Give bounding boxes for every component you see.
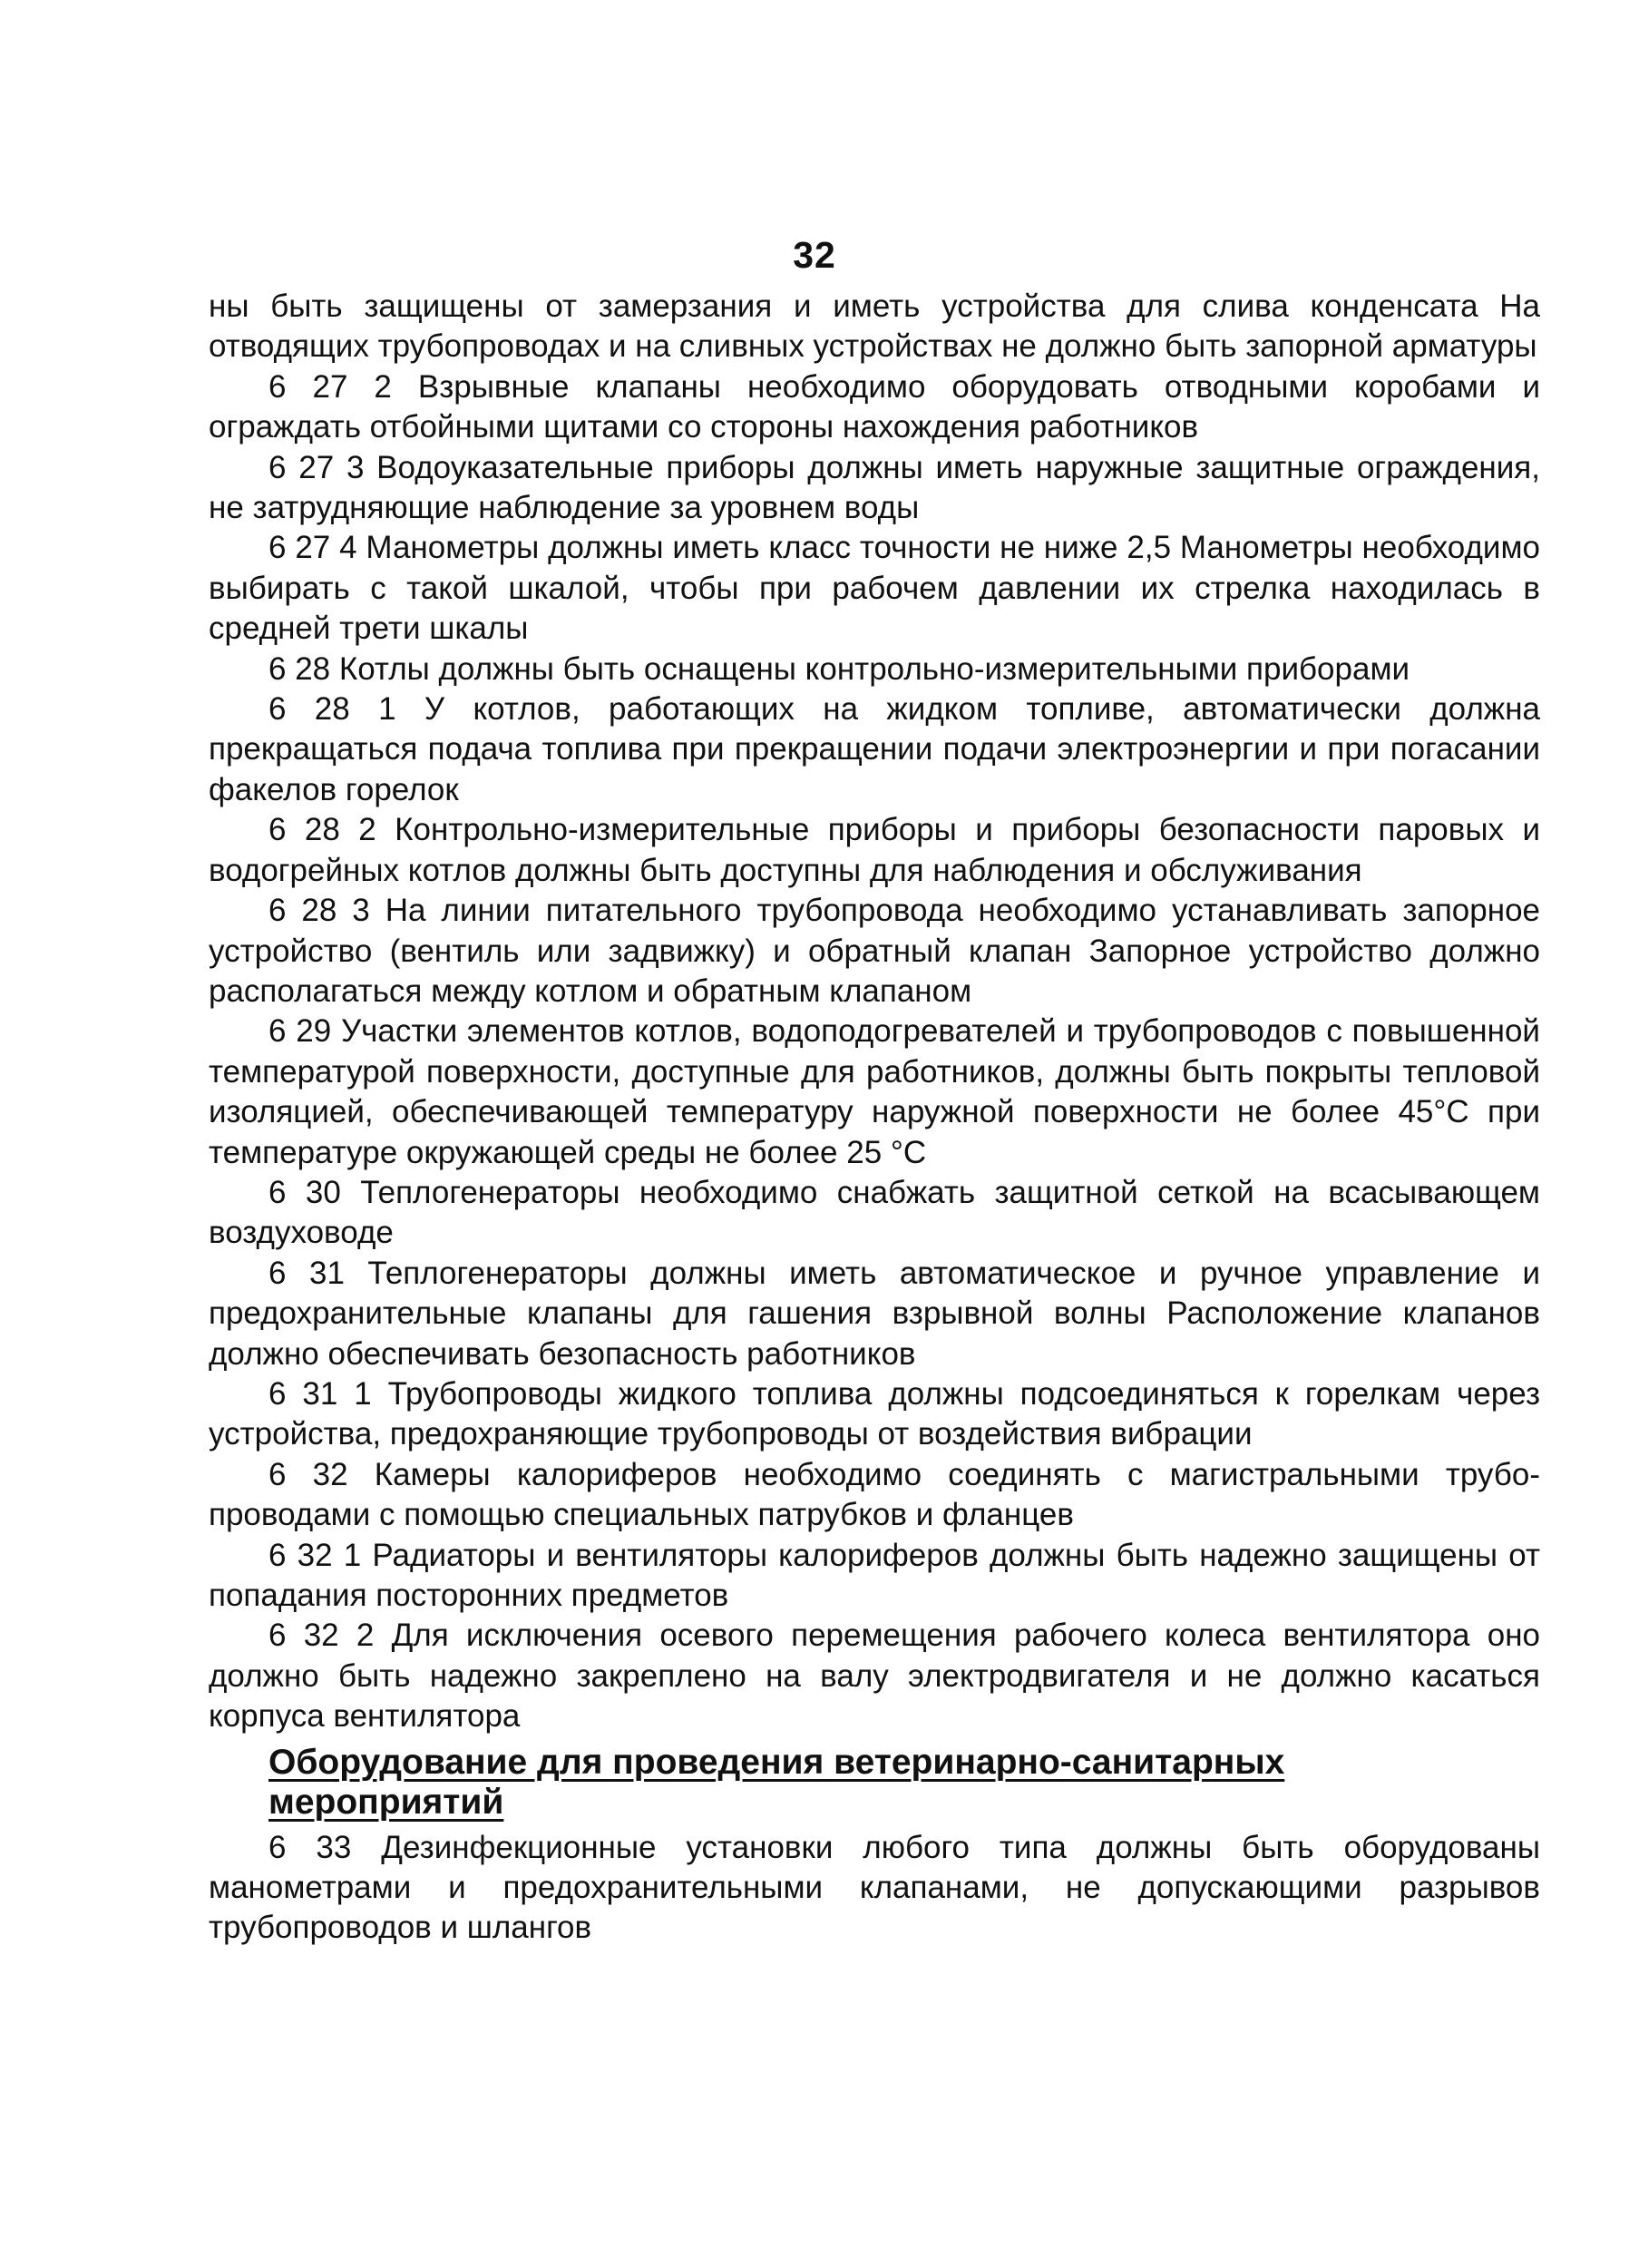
paragraph-6-28-1: 6 28 1 У котлов, работающих на жидком топливе, автоматически должна прекращаться подача топлива при прекращении подачи электроэнергии и при погасании факелов горелок: [209, 691, 1540, 807]
paragraph-6-27-2: 6 27 2 Взрывные клапаны необходимо оборудовать отводными коробами и ограждать отбойными щитами со стороны нахождения работников: [209, 368, 1540, 445]
paragraph-6-32-2: 6 32 2 Для исключения осевого перемещения рабочего колеса вентилятора оно должно быть надежно закреплено на валу электродвигателя и не должно касаться корпуса вентилятора: [209, 1618, 1540, 1735]
paragraph-6-32: 6 32 Камеры калориферов необходимо соединять с магистральными трубопроводами с помощью специальных патрубков и фланцев: [209, 1456, 1540, 1533]
paragraph-6-27-3: 6 27 3 Водоуказательные приборы должны иметь наружные защитные ограждения, не затрудняющие наблюдение за уровнем воды: [209, 449, 1540, 526]
paragraph-6-32-1: 6 32 1 Радиаторы и вентиляторы калориферов должны быть надежно защищены от попадания посторонних предметов: [209, 1537, 1540, 1613]
paragraph-6-30: 6 30 Теплогенераторы необходимо снабжать защитной сеткой на всасывающем воздуховоде: [209, 1174, 1540, 1251]
paragraph-6-31: 6 31 Теплогенераторы должны иметь автоматическое и ручное управление и предохранительные клапаны для гашения взрывной волны Расположение клапанов должно обеспечивать безопасность работников: [209, 1255, 1540, 1372]
paragraph-6-28-3: 6 28 3 На линии питательного трубопровода необходимо устанавливать запорное устройство (вентиль или задвижку) и обратный клапан Запорное устройство должно располагаться между котлом и обратным клапаном: [209, 893, 1540, 1009]
paragraph-6-33: 6 33 Дезинфекционные установки любого типа должны быть оборудованы манометрами и предохранительными клапанами, не допускающими разрывов трубопроводов и шлангов: [209, 1829, 1540, 1946]
paragraph-6-29: 6 29 Участки элементов котлов, водоподогревателей и трубопроводов с повышенной температурой поверхности, доступные для работников, должны быть покрыты тепловой изоляцией, обеспечивающей температуру наружной поверхности не более 45°С при температуре окружающей среды не более 25 °С: [209, 1013, 1540, 1170]
paragraph-6-28-2: 6 28 2 Контрольно-измерительные приборы и приборы безопасности паровых и водогрейных котлов должны быть доступны для наблюдения и обслуживания: [209, 812, 1540, 888]
paragraph-continuation: ны быть защищены от замерзания и иметь устройства для слива конденсата На отводящих трубопроводах и на сливных устройствах не должно быть запорной арматуры: [209, 288, 1540, 365]
section-heading: Оборудование для проведения ветеринарно-санитарных мероприятий: [268, 1742, 1285, 1822]
paragraph-6-28: 6 28 Котлы должны быть оснащены контрольно-измерительными приборами: [268, 650, 1410, 687]
paragraph-6-27-4: 6 27 4 Манометры должны иметь класс точности не ниже 2,5 Манометры необходимо выбирать с такой шкалой, чтобы при рабочем давлении их стрелка находилась в средней трети шкалы: [209, 530, 1540, 647]
paragraph-6-31-1: 6 31 1 Трубопроводы жидкого топлива должны подсоединяться к горелкам через устройства, предохраняющие трубопроводы от воздействия вибрации: [209, 1375, 1540, 1452]
body-text: [209, 287, 1540, 1949]
page-number: 32: [793, 234, 836, 276]
